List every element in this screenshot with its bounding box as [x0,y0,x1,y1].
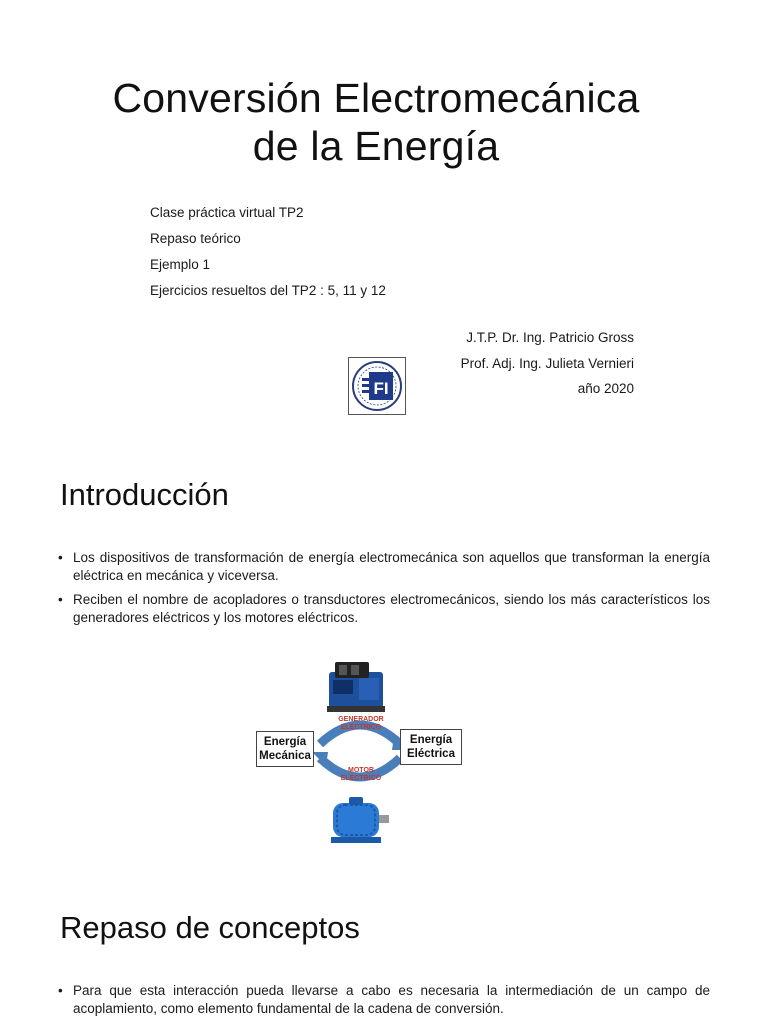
intro-slide [0,445,768,875]
bullet-item [58,549,710,585]
author-line: J.T.P. Dr. Ing. Patricio Gross [466,330,634,345]
subtitle-item: Ejemplo 1 [150,257,211,272]
motor-label: MOTOR ELÉCTRICO [340,767,382,782]
slide-heading: Introducción [60,477,229,512]
title-line-2: de la Energía [252,123,500,169]
logo-text: FI [373,379,389,398]
bullet-marker: • [58,592,63,607]
author-line: año 2020 [577,381,634,396]
title-slide [0,0,768,440]
slide-title [0,74,752,170]
authors-block [461,328,634,405]
title-line-1: Conversión Electromecánica [112,75,640,121]
bullet-list [58,549,710,633]
bullet-text: Reciben el nombre de acopladores o transductores electromecánicos, siendo los más característicos los generadores eléctricos y los motores eléctricos. [73,592,710,625]
subtitle-list [150,203,386,307]
author-line: Prof. Adj. Ing. Julieta Vernieri [460,355,634,371]
concepts-slide [0,880,768,1024]
bullet-text: Los dispositivos de transformación de energía electromecánica son aquellos que transforman la energía eléctrica en mecánica y viceversa. [73,550,710,583]
generator-icon [325,660,387,715]
bullet-item [58,591,710,627]
subtitle-item: Repaso teórico [150,231,241,246]
energy-conversion-diagram [255,655,465,845]
mechanical-energy-box: Energía Mecánica [256,731,314,767]
bullet-marker: • [58,550,63,565]
bullet-item [58,982,710,1018]
bullet-list [58,982,710,1024]
faculty-logo-icon [349,358,405,414]
bullet-marker: • [58,983,63,998]
subtitle-item: Clase práctica virtual TP2 [150,205,304,220]
slide-heading: Repaso de conceptos [60,910,360,945]
faculty-logo [348,357,406,415]
bullet-text: Para que esta interacción pueda llevarse a cabo es necesaria la intermediación de un campo de acoplamiento, como elemento fundamental de la cadena de conversión. [73,983,710,1016]
electrical-energy-box: Energía Eléctrica [400,729,462,765]
motor-icon [323,795,393,847]
subtitle-item: Ejercicios resueltos del TP2 : 5, 11 y 12 [150,283,386,298]
generator-label: GENERADOR ELÉCTRICO [338,716,384,731]
